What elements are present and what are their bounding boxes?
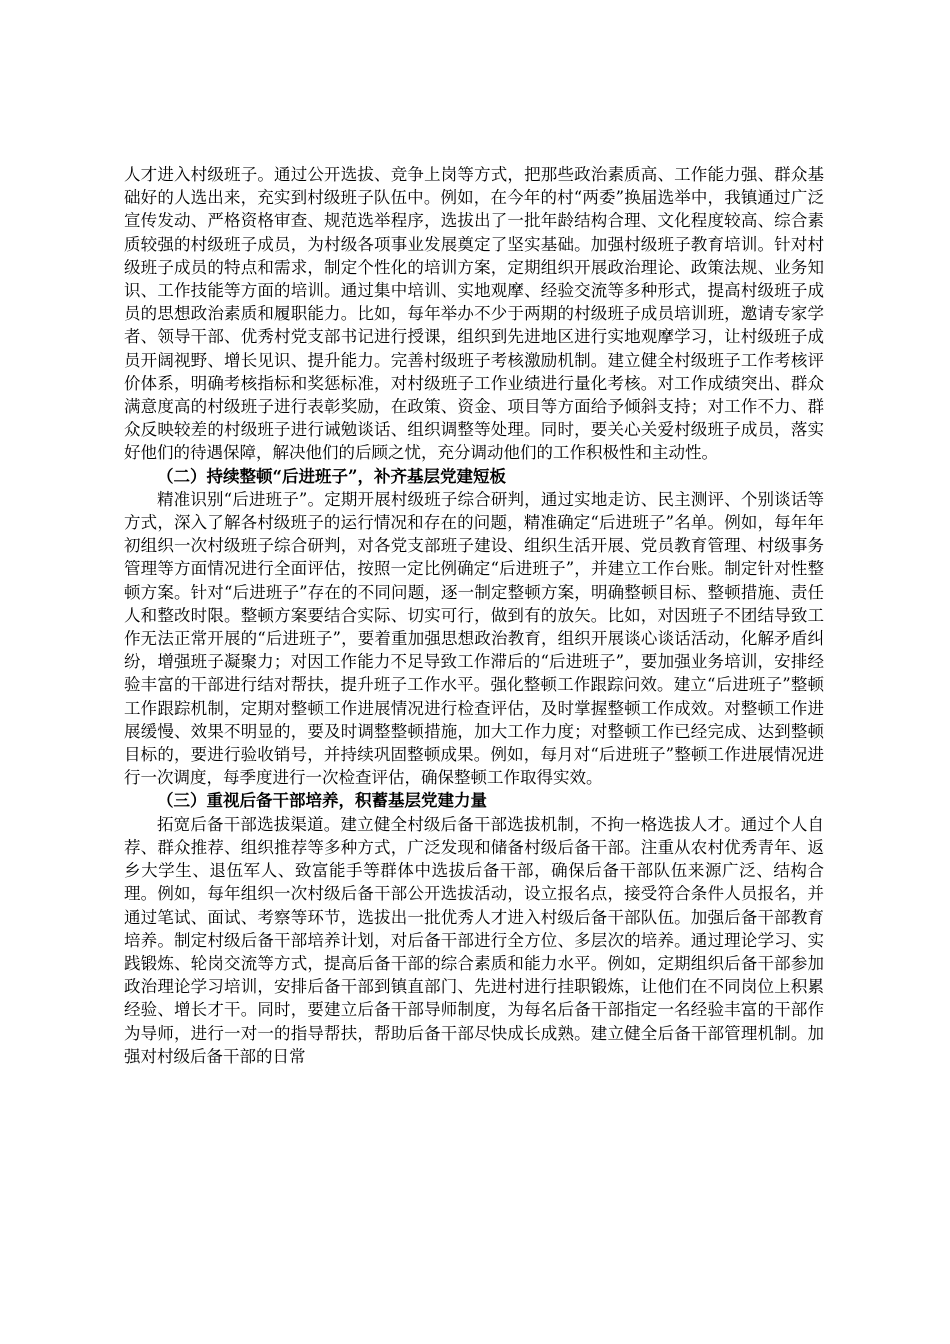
body-paragraph: 拓宽后备干部选拔渠道。建立健全村级后备干部选拔机制，不拘一格选拔人才。通过个人自荐、群众推荐、组织推荐等多种方式，广泛发现和储备村级后备干部。注重从农村优秀青年、返乡大学生、退伍军人、致富能手等群体中选拔后备干部，确保后备干部队伍来源广泛、结构合理。例如，每年组织一次村级后备干部公开选拔活动，设立报名点，接受符合条件人员报名，并通过笔试、面试、考察等环节，选拔出一批优秀人才进入村级后备干部队伍。加强后备干部教育培养。制定村级后备干部培养计划，对后备干部进行全方位、多层次的培养。通过理论学习、实践锻炼、轮岗交流等方式，提高后备干部的综合素质和能力水平。例如，定期组织后备干部参加政治理论学习培训，安排后备干部到镇直部门、先进村进行挂职锻炼，让他们在不同岗位上积累经验、增长才干。同时，要建立后备干部导师制度，为每名后备干部指定一名经验丰富的干部作为导师，进行一对一的指导帮扶，帮助后备干部尽快成长成熟。建立健全后备干部管理机制。加强对村级后备干部的日常	[124, 814, 824, 1066]
section-heading: （三）重视后备干部培养，积蓄基层党建力量	[157, 791, 487, 811]
section-heading: （二）持续整顿“后进班子”，补齐基层党建短板	[157, 466, 506, 486]
document-body	[124, 163, 824, 1068]
body-paragraph: 人才进入村级班子。通过公开选拔、竞争上岗等方式，把那些政治素质高、工作能力强、群众基础好的人选出来，充实到村级班子队伍中。例如，在今年的村“两委”换届选举中，我镇通过广泛宣传发动、严格资格审查、规范选举程序，选拔出了一批年龄结构合理、文化程度较高、综合素质较强的村级班子成员，为村级各项事业发展奠定了坚实基础。加强村级班子教育培训。针对村级班子成员的特点和需求，制定个性化的培训方案，定期组织开展政治理论、政策法规、业务知识、工作技能等方面的培训。通过集中培训、实地观摩、经验交流等多种形式，提高村级班子成员的思想政治素质和履职能力。比如，每年举办不少于两期的村级班子成员培训班，邀请专家学者、领导干部、优秀村党支部书记进行授课，组织到先进地区进行实地观摩学习，让村级班子成员开阔视野、增长见识、提升能力。完善村级班子考核激励机制。建立健全村级班子工作考核评价体系，明确考核指标和奖惩标准，对村级班子工作业绩进行量化考核。对工作成绩突出、群众满意度高的村级班子进行表彰奖励，在政策、资金、项目等方面给予倾斜支持；对工作不力、群众反映较差的村级班子进行诫勉谈话、组织调整等处理。同时，要关心关爱村级班子成员，落实好他们的待遇保障，解决他们的后顾之忧，充分调动他们的工作积极性和主动性。	[124, 165, 824, 463]
body-paragraph: 精准识别“后进班子”。定期开展村级班子综合研判，通过实地走访、民主测评、个别谈话等方式，深入了解各村级班子的运行情况和存在的问题，精准确定“后进班子”名单。例如，每年年初组织一次村级班子综合研判，对各党支部班子建设、组织生活开展、党员教育管理、村级事务管理等方面情况进行全面评估，按照一定比例确定“后进班子”，并建立工作台账。制定针对性整顿方案。针对“后进班子”存在的不同问题，逐一制定整顿方案，明确整顿目标、整顿措施、责任人和整改时限。整顿方案要结合实际、切实可行，做到有的放矢。比如，对因班子不团结导致工作无法正常开展的“后进班子”，要着重加强思想政治教育，组织开展谈心谈话活动，化解矛盾纠纷，增强班子凝聚力；对因工作能力不足导致工作滞后的“后进班子”，要加强业务培训，安排经验丰富的干部进行结对帮扶，提升班子工作水平。强化整顿工作跟踪问效。建立“后进班子”整顿工作跟踪机制，定期对整顿工作进展情况进行检查评估，及时掌握整顿工作成效。对整顿工作进展缓慢、效果不明显的，要及时调整整顿措施，加大工作力度；对整顿工作已经完成、达到整顿目标的，要进行验收销号，并持续巩固整顿成果。例如，每月对“后进班子”整顿工作进展情况进行一次调度，每季度进行一次检查评估，确保整顿工作取得实效。	[124, 489, 824, 788]
